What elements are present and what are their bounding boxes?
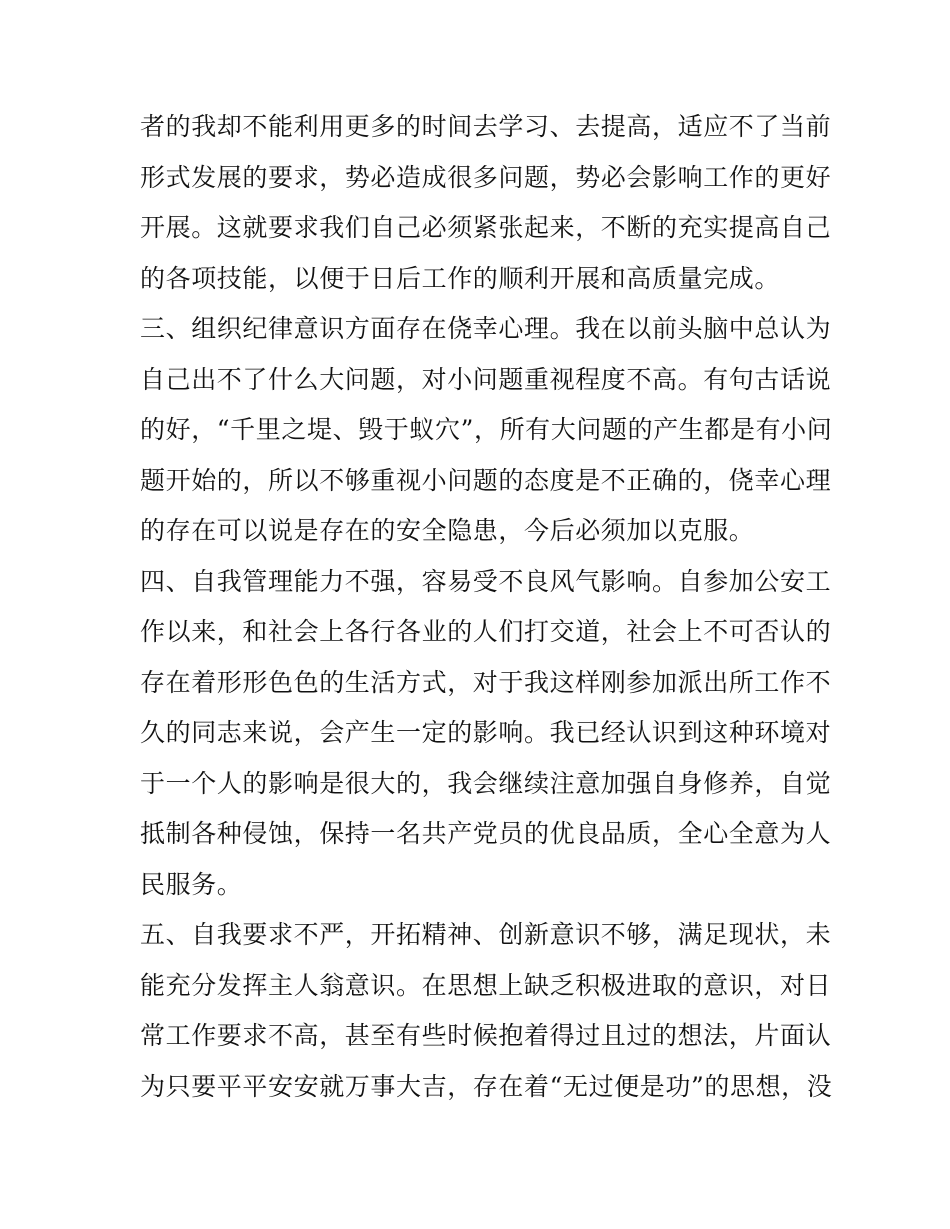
text-line: 的各项技能，以便于日后工作的顺利开展和高质量完成。 [140,263,781,293]
text-line: 民服务。 [140,869,243,899]
text-line: 久的同志来说，会产生一定的影响。我已经认识到这种环境对 [140,718,832,747]
document-body [140,102,833,1112]
section-five-heading-line: 五、自我要求不严，开拓精神、创新意识不够，满足现状，未 [140,920,832,949]
text-line: 能充分发挥主人翁意识。在思想上缺乏积极进取的意识，对日 [140,970,832,1000]
text-line: 自己出不了什么大问题，对小问题重视程度不高。有句古话说 [140,364,832,394]
text-line: 为只要平平安安就万事大吉，存在着“无过便是功”的思想，没 [140,1071,833,1101]
text-line: 于一个人的影响是很大的，我会继续注意加强自身修养，自觉 [140,768,832,798]
text-line: 开展。这就要求我们自己必须紧张起来，不断的充实提高自己 [140,213,832,242]
text-line: 形式发展的要求，势必造成很多问题，势必会影响工作的更好 [140,162,832,192]
text-line: 作以来，和社会上各行各业的人们打交道，社会上不可否认的 [140,617,832,646]
text-line: 抵制各种侵蚀，保持一名共产党员的优良品质，全心全意为人 [140,819,832,848]
text-line: 者的我却不能利用更多的时间去学习、去提高，适应不了当前 [140,112,832,141]
text-line: 的存在可以说是存在的安全隐患，今后必须加以克服。 [140,516,755,545]
text-line: 的好，“千里之堤、毁于蚁穴”，所有大问题的产生都是有小问 [140,415,833,444]
section-four-heading-line: 四、自我管理能力不强，容易受不良风气影响。自参加公安工 [140,566,832,596]
section-three-heading-line: 三、组织纪律意识方面存在侥幸心理。我在以前头脑中总认为 [140,314,832,343]
text-line: 存在着形形色色的生活方式，对于我这样刚参加派出所工作不 [140,667,832,697]
text-line: 题开始的，所以不够重视小问题的态度是不正确的，侥幸心理 [140,465,832,495]
text-line: 常工作要求不高，甚至有些时候抱着得过且过的想法，片面认 [140,1021,832,1050]
